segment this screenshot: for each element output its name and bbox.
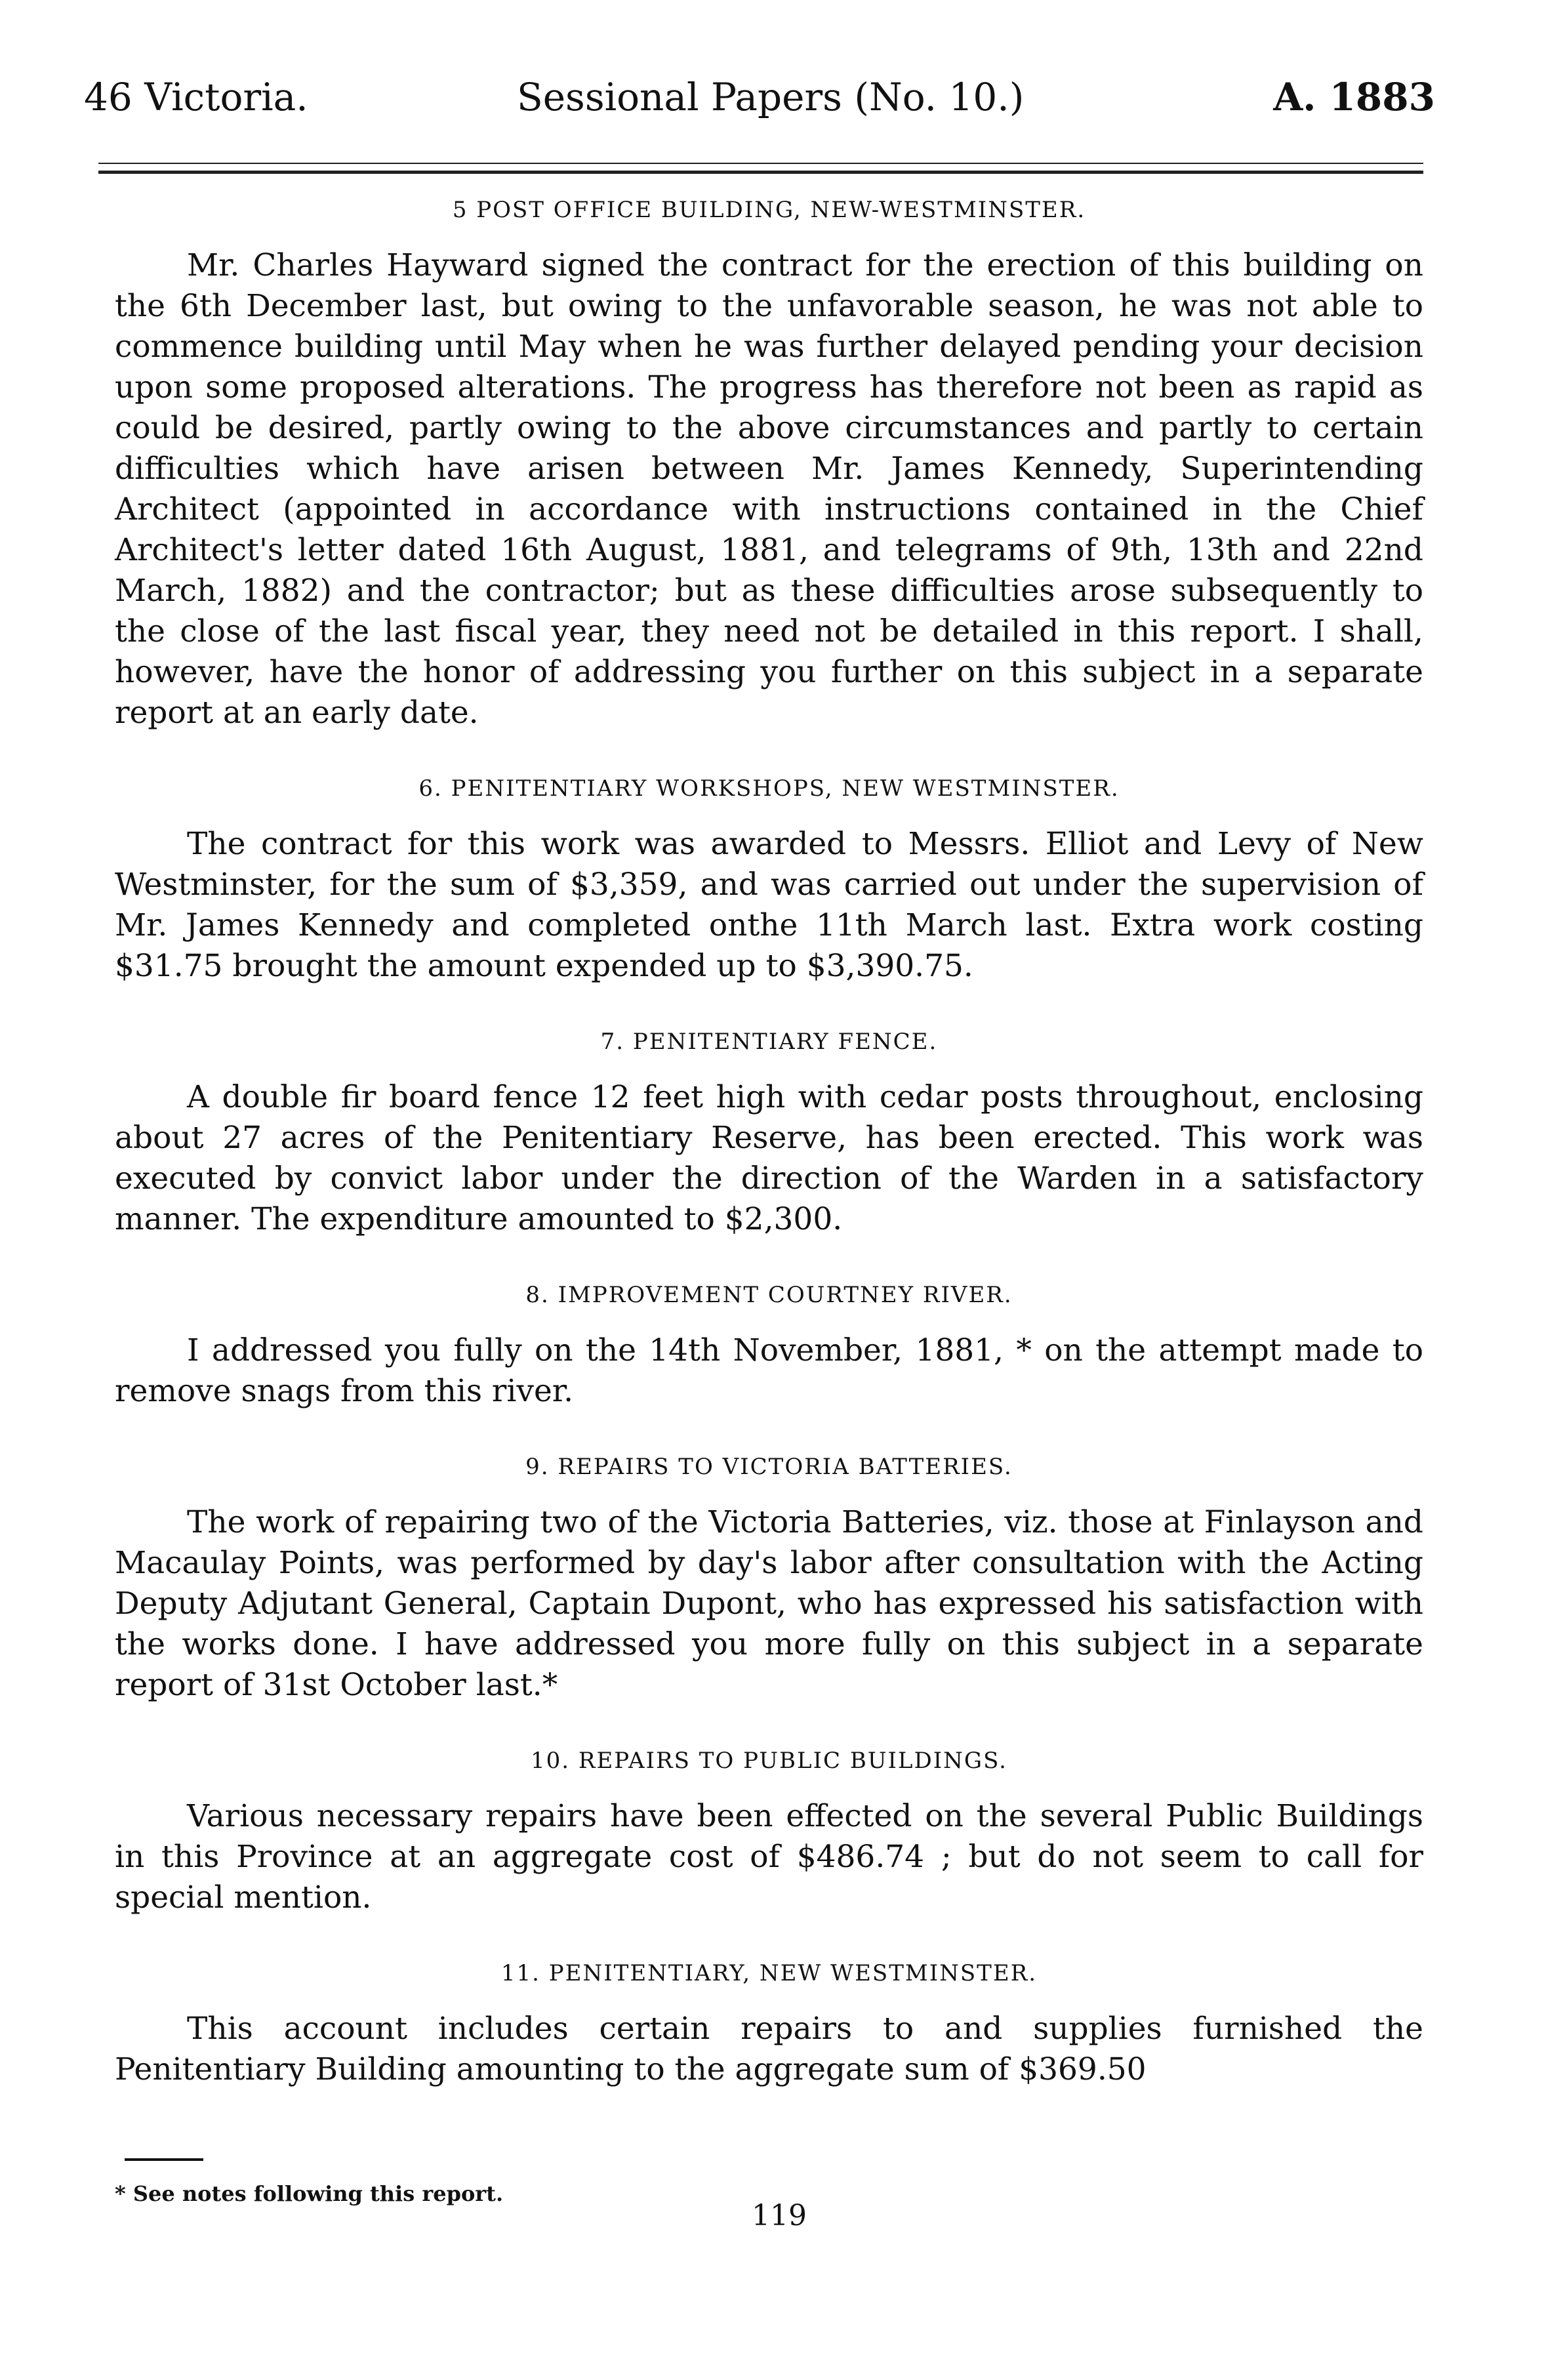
section-paragraph: A double fir board fence 12 feet high with cedar posts throughout, enclosing about 27 acres of the Penitentiary Reserve, has been erected. This work was executed by convict labor under the direction of the Warden in a satisfactory manner. The expenditure amounted to $2,300. (115, 1079, 1423, 1237)
section-heading: 11. PENITENTIARY, NEW WESTMINSTER. (500, 1960, 1038, 1986)
section-penitentiary-account (115, 1960, 1423, 2090)
section-courtney-river (115, 1282, 1423, 1412)
document-body (115, 197, 1423, 2132)
section-penitentiary-workshops (115, 775, 1423, 987)
section-paragraph: Mr. Charles Hayward signed the contract for the erection of this building on the 6th December last, but owing to the unfavorable season, he was not able to commence building until May when he was further delayed pending your decision upon some proposed alterations. The progress has therefore not been as rapid as could be desired, partly owing to the above circumstances and partly to certain difficulties which have arisen between Mr. James Kennedy, Superintending Architect (appointed in accordance with instructions contained in the Chief Architect's letter dated 16th August, 1881, and telegrams of 9th, 13th and 22nd March, 1882) and the contractor; but as these difficulties arose subsequently to the close of the last fiscal year, they need not be detailed in this report. I shall, however, have the honor of addressing you further on this subject in a separate report at an early date. (115, 247, 1423, 731)
section-heading: 5 POST OFFICE BUILDING, NEW-WESTMINSTER. (452, 197, 1086, 223)
footnote: * See notes following this report. (115, 2181, 504, 2206)
section-paragraph: This account includes certain repairs to and supplies furnished the Penitentiary Building amounting to the aggregate sum of $369.50 (115, 2011, 1423, 2087)
section-public-buildings (115, 1748, 1423, 1918)
section-heading: 10. REPAIRS TO PUBLIC BUILDINGS. (531, 1748, 1007, 1774)
header-year: A. 1883 (1273, 75, 1435, 119)
header-rule-thin (98, 163, 1423, 164)
section-paragraph: The contract for this work was awarded to Messrs. Elliot and Levy of New Westminster, for the sum of $3,359, and was carried out under the supervision of Mr. James Kennedy and completed onthe 11th March last. Extra work costing $31.75 brought the amount expended up to $3,390.75. (115, 826, 1423, 984)
header-volume: 46 Victoria. (84, 75, 308, 119)
footnote-rule (125, 2158, 203, 2161)
section-heading: 7. PENITENTIARY FENCE. (600, 1029, 938, 1055)
header-rule-thick (98, 171, 1423, 174)
section-heading: 6. PENITENTIARY WORKSHOPS, NEW WESTMINSTER. (418, 775, 1120, 802)
section-post-office (115, 197, 1423, 733)
section-paragraph: I addressed you fully on the 14th November, 1881, * on the attempt made to remove snags from this river. (115, 1332, 1423, 1409)
section-paragraph: Various necessary repairs have been effected on the several Public Buildings in this Province at an aggregate cost of $486.74 ; but do not seem to call for special mention. (115, 1798, 1423, 1916)
page-header (84, 71, 1435, 123)
section-penitentiary-fence (115, 1029, 1423, 1240)
section-heading: 8. IMPROVEMENT COURTNEY RIVER. (525, 1282, 1013, 1308)
section-paragraph: The work of repairing two of the Victoria Batteries, viz. those at Finlayson and Macaulay Points, was performed by day's labor after consultation with the Acting Deputy Adjutant General, Captain Dupont, who has expressed his satisfaction with the works done. I have addressed you more fully on this subject in a separate report of 31st October last.* (115, 1504, 1423, 1703)
section-heading: 9. REPAIRS TO VICTORIA BATTERIES. (525, 1454, 1013, 1480)
header-title: Sessional Papers (No. 10.) (517, 75, 1025, 119)
section-victoria-batteries (115, 1454, 1423, 1706)
page-number: 119 (752, 2199, 807, 2232)
